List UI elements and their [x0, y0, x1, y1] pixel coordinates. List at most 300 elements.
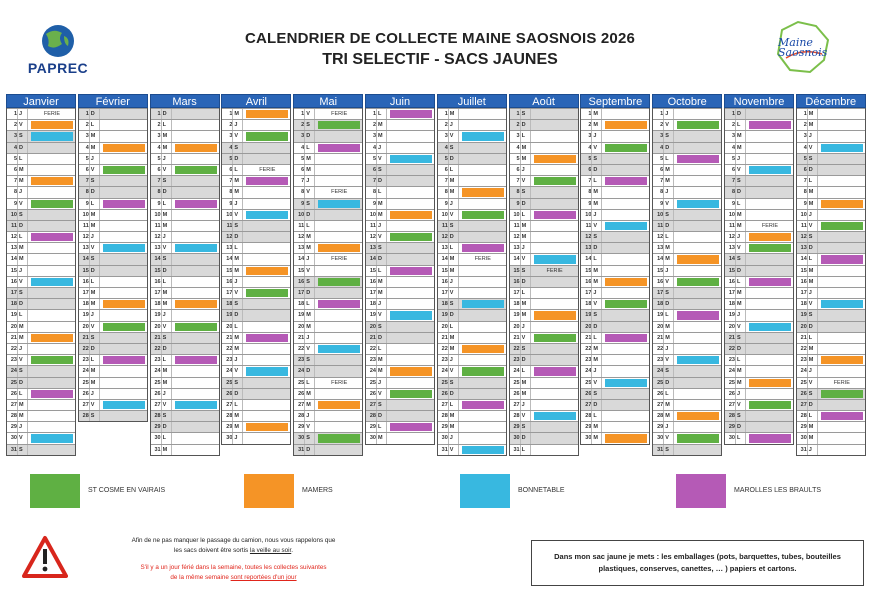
- day-cell: [510, 444, 578, 455]
- weekday-letter: S: [521, 267, 526, 274]
- day-cell: [653, 153, 721, 164]
- day-number: 27: [513, 401, 520, 408]
- weekday-letter: V: [593, 222, 598, 229]
- day-number: 8: [516, 189, 520, 196]
- weekday-letter: J: [90, 155, 94, 162]
- weekday-letter: D: [808, 401, 813, 408]
- day-number: 20: [226, 323, 233, 330]
- collection-blue: [246, 211, 288, 219]
- collection-notice: [96, 536, 371, 583]
- collection-orange: [31, 121, 73, 129]
- collection-orange: [462, 188, 504, 196]
- collection-purple: [246, 334, 288, 342]
- day-cell: [366, 220, 434, 231]
- weekday-letter: J: [19, 424, 23, 431]
- day-cell: [366, 119, 434, 130]
- weekday-letter: L: [593, 413, 597, 420]
- weekday-letter: M: [808, 278, 814, 285]
- header-titles: [200, 30, 680, 69]
- day-cell: [294, 209, 362, 220]
- weekday-letter: V: [521, 334, 526, 341]
- month-column: [796, 94, 866, 456]
- day-number: 13: [728, 245, 735, 252]
- collection-purple: [390, 110, 432, 118]
- day-number: 19: [513, 312, 520, 319]
- day-cell: [797, 186, 865, 197]
- day-number: 10: [441, 211, 448, 218]
- day-cell: [653, 130, 721, 141]
- collection-orange: [390, 367, 432, 375]
- day-number: 4: [13, 144, 17, 151]
- day-cell: [7, 175, 75, 186]
- weekday-letter: S: [665, 368, 669, 375]
- day-number: 1: [588, 111, 592, 117]
- weekday-letter: M: [378, 122, 383, 129]
- day-cell: [294, 153, 362, 164]
- day-number: 28: [585, 413, 592, 420]
- day-cell: [725, 321, 793, 332]
- month-header: Octobre: [652, 94, 722, 108]
- day-number: 28: [728, 413, 735, 420]
- day-number: 21: [585, 334, 592, 341]
- weekday-letter: L: [306, 222, 310, 229]
- day-cell: [294, 265, 362, 276]
- day-number: 29: [10, 424, 17, 431]
- day-cell: [294, 298, 362, 309]
- day-cell: [7, 287, 75, 298]
- collection-blue: [103, 401, 145, 409]
- weekday-letter: M: [808, 267, 814, 274]
- day-cell: [581, 287, 649, 298]
- holiday-label: FERIE: [546, 267, 563, 274]
- day-number: 1: [731, 111, 735, 117]
- collection-blue: [462, 446, 504, 454]
- day-cell: [725, 186, 793, 197]
- weekday-letter: D: [593, 245, 598, 252]
- weekday-letter: M: [378, 278, 383, 285]
- collection-green: [390, 233, 432, 241]
- weekday-letter: M: [593, 435, 598, 442]
- day-cell: [510, 209, 578, 220]
- day-number: 29: [154, 424, 161, 431]
- weekday-letter: V: [378, 234, 382, 241]
- day-cell: [7, 265, 75, 276]
- weekday-letter: D: [378, 413, 382, 420]
- day-number: 2: [372, 122, 376, 129]
- day-number: 11: [585, 222, 592, 229]
- weekday-letter: S: [378, 245, 382, 252]
- day-number: 11: [657, 222, 664, 229]
- weekday-letter: V: [737, 245, 741, 252]
- weekday-letter: S: [737, 256, 741, 263]
- day-cell: [653, 332, 721, 343]
- day-number: 25: [513, 379, 520, 386]
- day-number: 7: [157, 178, 161, 185]
- day-number: 16: [657, 278, 664, 285]
- day-number: 6: [13, 166, 17, 173]
- weekday-letter: V: [162, 323, 167, 330]
- weekday-letter: L: [19, 390, 23, 397]
- weekday-letter: M: [808, 357, 814, 364]
- weekday-letter: S: [593, 312, 598, 319]
- day-number: 24: [441, 368, 448, 375]
- weekday-letter: V: [593, 301, 598, 308]
- month-column: [580, 94, 650, 445]
- weekday-letter: L: [19, 155, 23, 162]
- day-cell: [510, 421, 578, 432]
- day-number: 4: [85, 144, 89, 151]
- weekday-letter: V: [521, 178, 526, 185]
- page-title: CALENDRIER DE COLLECTE MAINE SAOSNOIS 2026: [244, 30, 636, 47]
- weekday-letter: M: [593, 278, 598, 285]
- day-cell: [653, 231, 721, 242]
- collection-orange: [821, 356, 863, 364]
- month-column: [724, 94, 794, 445]
- day-cell: [151, 377, 219, 388]
- day-cell: [7, 321, 75, 332]
- day-number: 29: [728, 424, 735, 431]
- weekday-letter: M: [162, 368, 168, 375]
- day-number: 1: [660, 111, 664, 117]
- weekday-letter: J: [162, 390, 166, 397]
- day-cell: [797, 108, 865, 119]
- weekday-letter: J: [593, 290, 597, 296]
- day-cell: [294, 175, 362, 186]
- weekday-letter: S: [162, 256, 167, 263]
- day-cell: [510, 220, 578, 231]
- day-cell: [222, 209, 290, 220]
- day-cell: [366, 142, 434, 153]
- day-number: 30: [226, 435, 233, 442]
- day-cell: [725, 175, 793, 186]
- weekday-letter: J: [449, 122, 453, 129]
- day-cell: [581, 276, 649, 287]
- day-number: 11: [11, 222, 17, 229]
- weekday-letter: D: [521, 200, 526, 207]
- day-cell: [510, 309, 578, 320]
- day-number: 23: [657, 357, 664, 364]
- day-number: 7: [301, 178, 305, 185]
- day-cell: [653, 287, 721, 298]
- day-cell: [653, 209, 721, 220]
- day-cell: [438, 242, 506, 253]
- day-cell: [79, 388, 147, 399]
- day-cell: [7, 119, 75, 130]
- day-number: 28: [298, 413, 305, 420]
- weekday-letter: M: [162, 211, 168, 218]
- weekday-letter: L: [665, 312, 669, 319]
- collection-orange: [246, 110, 288, 118]
- day-number: 13: [154, 245, 161, 252]
- day-number: 11: [298, 222, 305, 229]
- weekday-letter: S: [449, 301, 454, 308]
- collection-green: [821, 390, 863, 398]
- day-cell: [510, 198, 578, 209]
- weekday-letter: S: [665, 133, 669, 140]
- day-cell: [438, 388, 506, 399]
- collection-orange: [103, 144, 145, 152]
- day-number: 10: [657, 211, 664, 218]
- day-number: 9: [13, 200, 17, 207]
- day-cell: [79, 209, 147, 220]
- weekday-letter: S: [449, 222, 454, 229]
- collection-purple: [749, 121, 791, 129]
- day-number: 15: [82, 267, 89, 274]
- weekday-letter: J: [593, 211, 597, 218]
- day-number: 10: [82, 211, 89, 218]
- day-number: 2: [588, 122, 592, 129]
- weekday-letter: S: [162, 334, 167, 341]
- day-cell: [797, 388, 865, 399]
- weekday-letter: S: [306, 278, 310, 285]
- day-number: 5: [588, 155, 592, 162]
- day-number: 22: [657, 345, 664, 352]
- day-cell: [366, 108, 434, 119]
- day-number: 3: [85, 133, 89, 140]
- holiday-label: FERIE: [474, 256, 491, 263]
- day-cell: [510, 164, 578, 175]
- day-number: 12: [657, 234, 664, 241]
- day-number: 17: [800, 290, 807, 296]
- day-cell: [510, 130, 578, 141]
- day-cell: [151, 444, 219, 455]
- day-number: 6: [588, 166, 592, 173]
- weekday-letter: V: [378, 390, 382, 397]
- weekday-letter: L: [593, 334, 597, 341]
- day-number: 9: [157, 200, 161, 207]
- day-number: 16: [369, 278, 376, 285]
- day-number: 5: [157, 155, 161, 162]
- day-number: 26: [82, 390, 89, 397]
- weekday-letter: L: [521, 290, 525, 296]
- day-cell: [151, 242, 219, 253]
- collection-purple: [318, 144, 360, 152]
- weekday-letter: V: [449, 368, 454, 375]
- day-cell: [7, 298, 75, 309]
- weekday-letter: D: [90, 267, 95, 274]
- day-number: 27: [10, 401, 17, 408]
- collection-orange: [103, 300, 145, 308]
- weekday-letter: V: [521, 256, 526, 263]
- weekday-letter: S: [808, 390, 813, 397]
- day-cell: [151, 253, 219, 264]
- weekday-letter: M: [306, 234, 311, 241]
- day-cell: [294, 164, 362, 175]
- collection-green: [749, 401, 791, 409]
- day-number: 16: [513, 278, 520, 285]
- weekday-letter: V: [234, 368, 239, 375]
- day-number: 8: [85, 189, 89, 196]
- day-number: 15: [226, 267, 233, 274]
- day-cell: [581, 343, 649, 354]
- weekday-letter: M: [521, 234, 527, 241]
- weekday-letter: L: [162, 278, 166, 285]
- day-cell: [151, 142, 219, 153]
- day-cell: [222, 388, 290, 399]
- weekday-letter: V: [19, 357, 23, 364]
- day-number: 20: [441, 323, 448, 330]
- day-cell: [725, 276, 793, 287]
- day-cell: [79, 276, 147, 287]
- day-cell: [438, 377, 506, 388]
- month-header: Mars: [150, 94, 220, 108]
- day-number: 20: [513, 323, 520, 330]
- day-number: 17: [513, 290, 520, 296]
- day-cell: [653, 343, 721, 354]
- collection-green: [31, 356, 73, 364]
- collection-green: [462, 367, 504, 375]
- collection-blue: [31, 132, 73, 140]
- weekday-letter: L: [449, 323, 454, 330]
- collection-purple: [175, 356, 217, 364]
- weekday-letter: M: [90, 211, 96, 218]
- weekday-letter: L: [234, 166, 238, 173]
- day-number: 15: [154, 267, 161, 274]
- day-number: 26: [657, 390, 664, 397]
- day-number: 13: [369, 245, 376, 252]
- weekday-letter: J: [521, 401, 525, 408]
- day-number: 23: [800, 357, 807, 364]
- day-cell: [438, 186, 506, 197]
- day-cell: [294, 388, 362, 399]
- day-cell: [438, 130, 506, 141]
- day-number: 1: [157, 111, 161, 117]
- collection-orange: [318, 244, 360, 252]
- day-number: 22: [369, 345, 376, 352]
- weekday-letter: M: [234, 111, 239, 117]
- day-number: 5: [803, 155, 807, 162]
- weekday-letter: D: [449, 390, 454, 397]
- day-number: 23: [226, 357, 233, 364]
- day-number: 7: [229, 178, 233, 185]
- day-cell: [581, 186, 649, 197]
- day-number: 21: [10, 334, 17, 341]
- day-cell: [797, 242, 865, 253]
- day-cell: [797, 130, 865, 141]
- weekday-letter: V: [449, 446, 454, 453]
- day-cell: [797, 354, 865, 365]
- weekday-letter: L: [162, 200, 166, 207]
- weekday-letter: S: [162, 178, 167, 185]
- day-number: 4: [660, 144, 664, 151]
- day-cell: [581, 220, 649, 231]
- day-cell: [725, 198, 793, 209]
- weekday-letter: J: [808, 211, 812, 218]
- day-number: 28: [82, 413, 89, 420]
- day-cell: [438, 276, 506, 287]
- collection-green: [103, 323, 145, 331]
- day-number: 14: [441, 256, 448, 263]
- weekday-letter: M: [593, 345, 598, 352]
- day-number: 3: [660, 133, 664, 140]
- day-number: 28: [441, 413, 448, 420]
- day-cell: [366, 209, 434, 220]
- day-number: 3: [731, 133, 735, 140]
- day-number: 15: [800, 267, 807, 274]
- day-cell: [510, 399, 578, 410]
- day-cell: [294, 410, 362, 421]
- day-cell: [725, 287, 793, 298]
- day-number: 14: [513, 256, 520, 263]
- weekday-letter: V: [306, 189, 310, 196]
- weekday-letter: M: [737, 368, 742, 375]
- day-number: 20: [585, 323, 592, 330]
- day-cell: [510, 377, 578, 388]
- day-cell: [79, 198, 147, 209]
- day-cell: [79, 287, 147, 298]
- weekday-letter: M: [234, 413, 239, 420]
- weekday-letter: M: [306, 390, 311, 397]
- day-number: 12: [10, 234, 17, 241]
- day-cell: [725, 410, 793, 421]
- day-cell: [581, 130, 649, 141]
- weekday-letter: M: [593, 189, 598, 196]
- day-number: 30: [800, 435, 807, 442]
- day-number: 1: [516, 111, 520, 117]
- day-number: 18: [369, 301, 376, 308]
- day-number: 5: [372, 155, 376, 162]
- day-cell: [294, 343, 362, 354]
- day-cell: [151, 265, 219, 276]
- day-number: 24: [728, 368, 735, 375]
- weekday-letter: S: [234, 379, 239, 386]
- day-cell: [366, 399, 434, 410]
- collection-blue: [677, 356, 719, 364]
- day-cell: [7, 354, 75, 365]
- month-header: Décembre: [796, 94, 866, 108]
- weekday-letter: J: [449, 357, 453, 364]
- weekday-letter: L: [378, 424, 382, 431]
- day-cell: [725, 365, 793, 376]
- day-cell: [438, 231, 506, 242]
- weekday-letter: J: [90, 390, 94, 397]
- day-cell: [222, 253, 290, 264]
- day-cell: [366, 276, 434, 287]
- day-cell: [151, 175, 219, 186]
- collection-purple: [462, 244, 504, 252]
- legend-swatch: [244, 474, 294, 508]
- weekday-letter: S: [19, 211, 23, 218]
- day-number: 31: [298, 446, 305, 453]
- day-number: 9: [516, 200, 520, 207]
- day-cell: [222, 321, 290, 332]
- day-cell: [581, 209, 649, 220]
- weekday-letter: M: [19, 256, 24, 263]
- weekday-letter: V: [449, 211, 454, 218]
- weekday-letter: L: [234, 323, 238, 330]
- day-cell: [151, 198, 219, 209]
- day-number: 5: [301, 155, 305, 162]
- weekday-letter: J: [665, 189, 669, 196]
- day-number: 23: [82, 357, 89, 364]
- weekday-letter: S: [737, 413, 741, 420]
- weekday-letter: M: [449, 424, 455, 431]
- holiday-label: FERIE: [331, 111, 348, 117]
- weekday-letter: M: [737, 290, 742, 296]
- day-cell: [79, 142, 147, 153]
- weekday-letter: D: [665, 301, 670, 308]
- day-number: 11: [82, 222, 89, 229]
- weekday-letter: D: [665, 222, 670, 229]
- day-cell: [151, 343, 219, 354]
- weekday-letter: M: [665, 413, 670, 420]
- weekday-letter: M: [521, 144, 527, 151]
- weekday-letter: D: [737, 267, 741, 274]
- day-number: 22: [298, 345, 305, 352]
- day-cell: [7, 242, 75, 253]
- day-number: 3: [13, 133, 17, 140]
- weekday-letter: M: [19, 334, 24, 341]
